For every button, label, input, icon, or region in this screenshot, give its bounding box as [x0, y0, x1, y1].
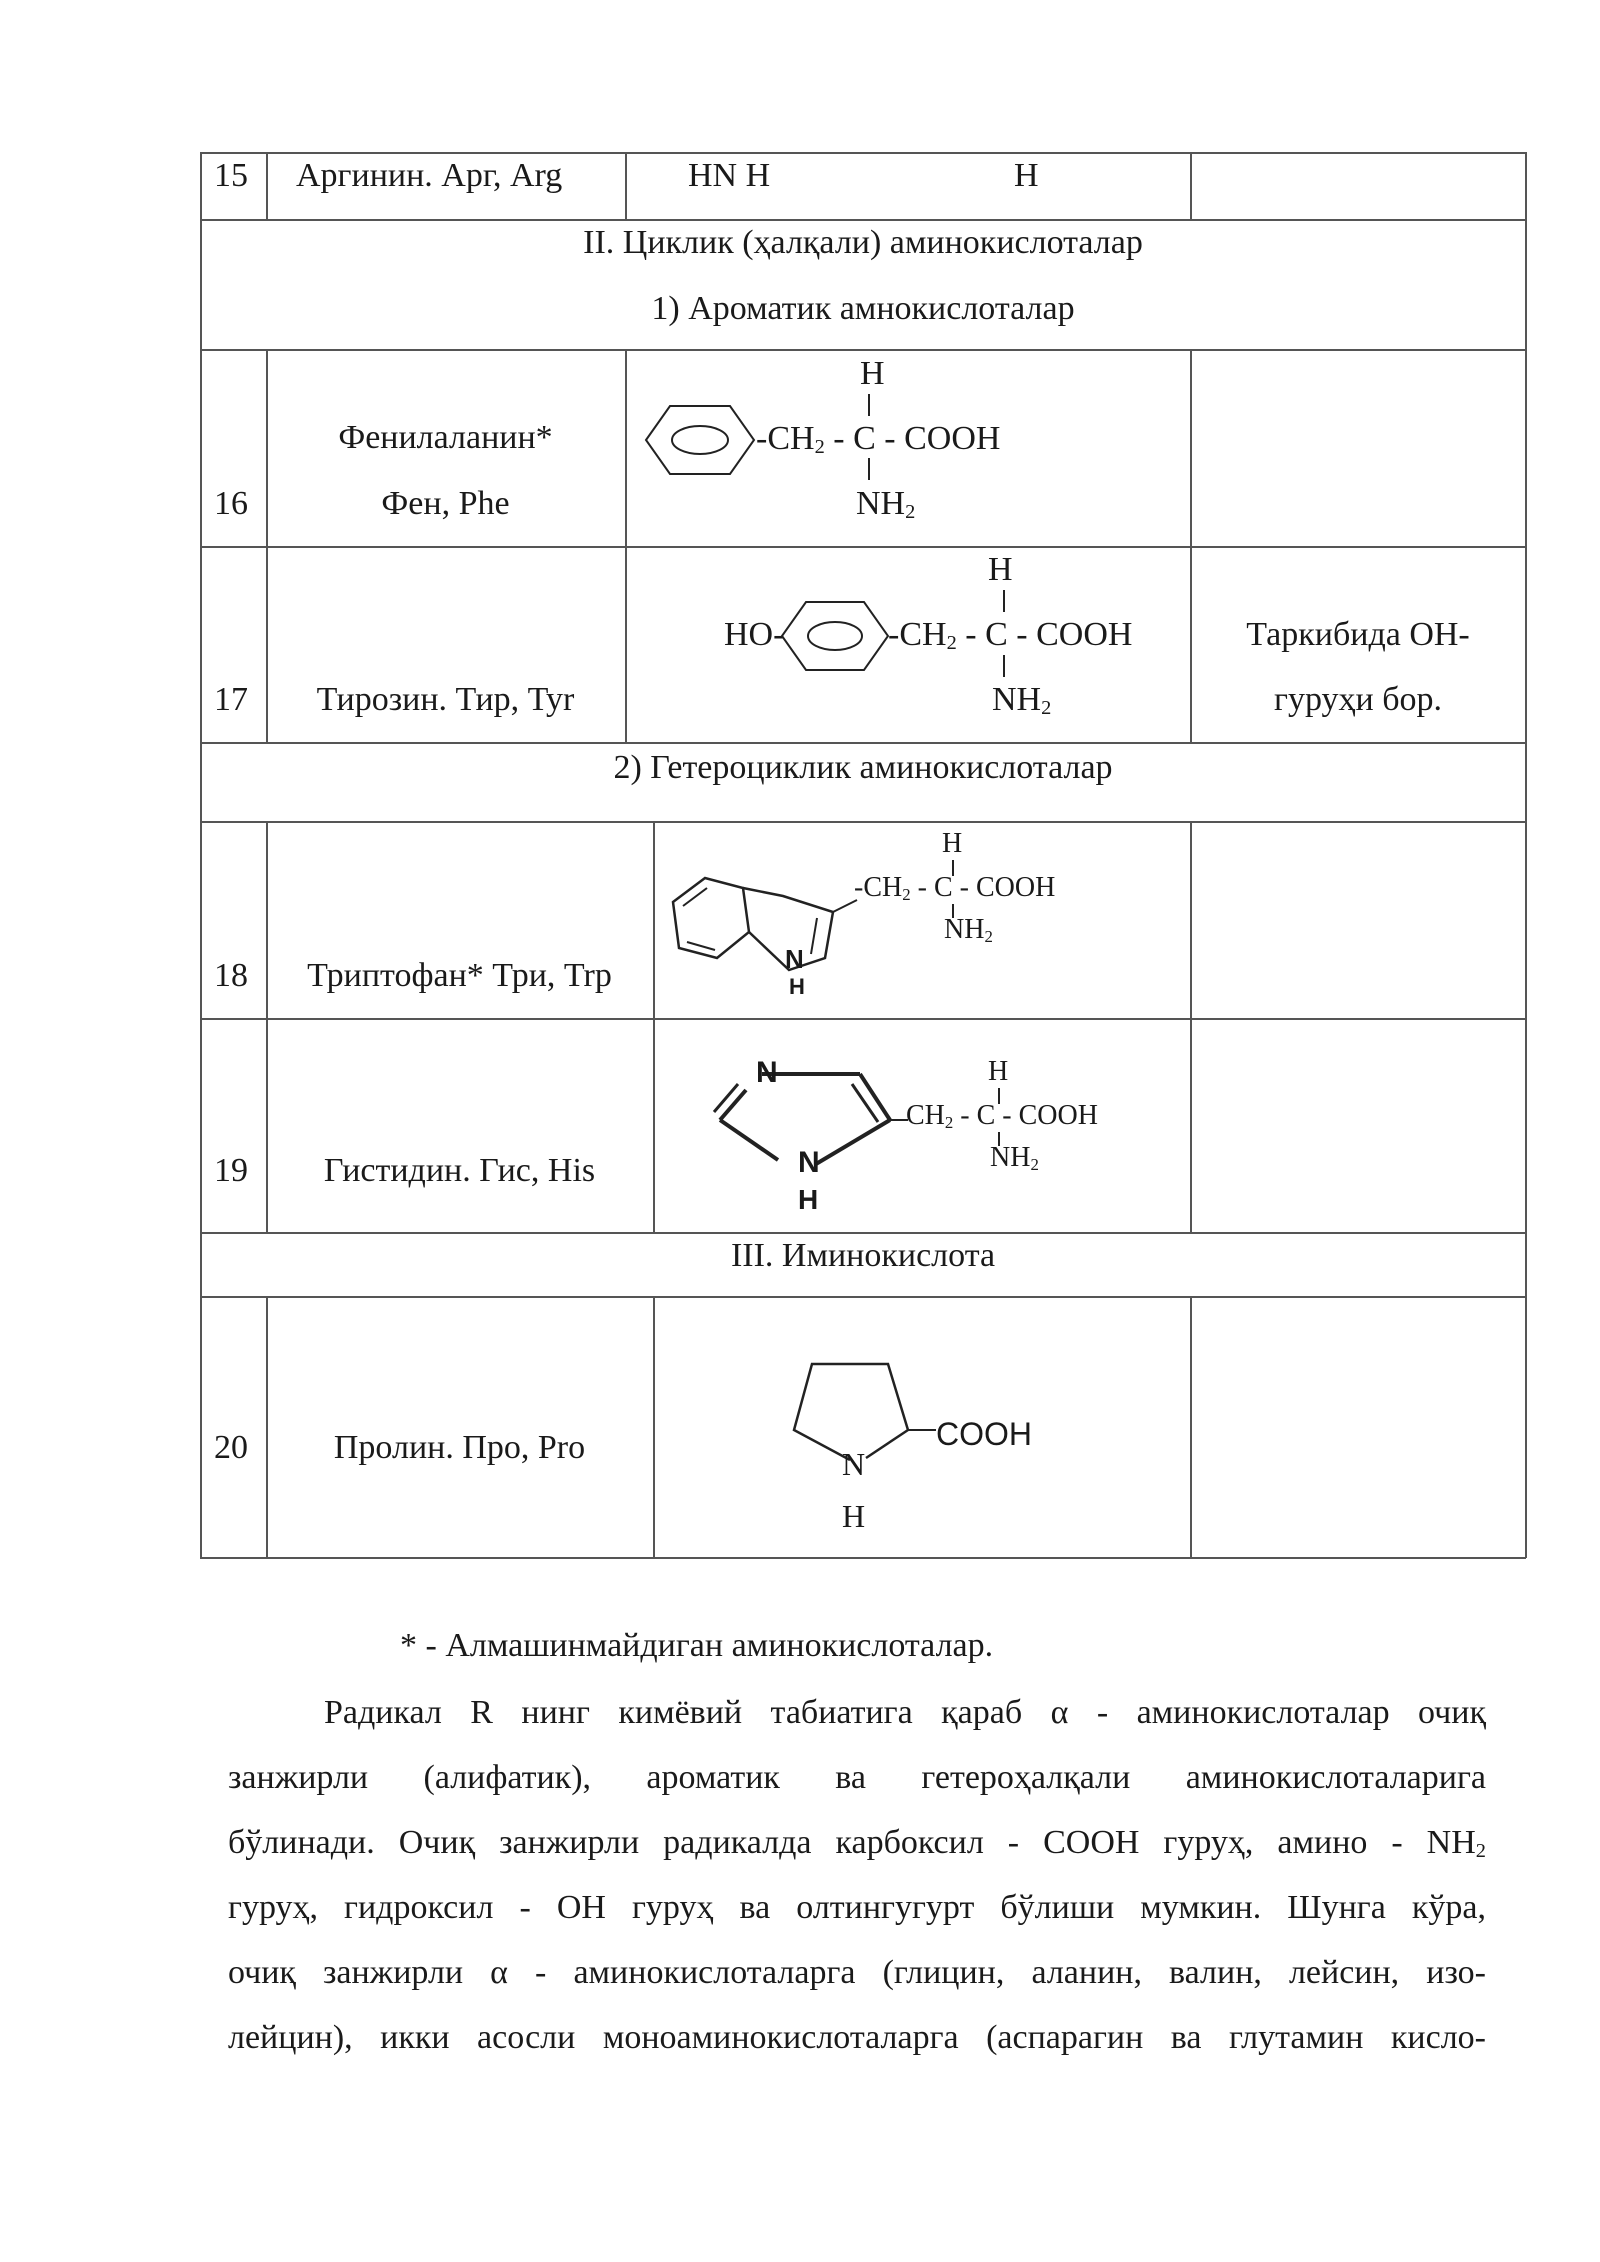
formula-h-top: H	[988, 551, 1013, 588]
ring-h: H	[789, 974, 805, 999]
section-heading: II. Циклик (ҳалқали) аминокислоталар	[583, 224, 1143, 261]
amino-acid-name: Гистидин. Гис, His	[323, 1152, 596, 1189]
amino-acid-name: Тирозин. Тир, Tyr	[316, 681, 575, 718]
formula-h-top: H	[988, 1056, 1009, 1087]
ring-n: N	[785, 944, 804, 974]
formula-ho: HO-	[724, 616, 785, 653]
row-number: 16	[214, 485, 248, 522]
indole-ring-icon	[665, 860, 865, 1005]
paragraph-line: лейцин), икки асосли моноаминокислоталарга (аспарагин ва глутамин кисло-	[228, 2019, 1486, 2056]
paragraph-line: очиқ занжирли α - аминокислоталарга (глицин, аланин, валин, лейсин, изо-	[228, 1954, 1486, 1991]
footnote: * - Алмашинмайдиган аминокислоталар.	[400, 1627, 994, 1664]
note-line2: гуруҳи бор.	[1274, 681, 1442, 718]
ring-n: N	[842, 1446, 866, 1482]
row-number: 20	[214, 1429, 248, 1466]
section-heading: III. Иминокислота	[730, 1237, 996, 1274]
row-number: 17	[214, 681, 248, 718]
ring-n-bottom: N	[798, 1146, 820, 1179]
carboxyl-group: COOH	[936, 1416, 1032, 1452]
benzene-ring-icon	[776, 596, 894, 676]
amino-acid-name: Триптофан* Три, Trp	[307, 957, 612, 994]
formula-h-top: H	[942, 828, 963, 859]
row-number: 15	[214, 157, 248, 194]
amino-acid-name: Аргинин. Арг, Arg	[296, 157, 563, 194]
amino-acid-name: Фенилаланин*	[338, 419, 553, 456]
formula-main: $CH_2$ - C - COOH	[906, 1100, 1098, 1132]
row-number: 18	[214, 957, 248, 994]
note-line1: Таркибида OH-	[1246, 616, 1470, 653]
row-number: 19	[214, 1152, 248, 1189]
ring-h: H	[842, 1498, 866, 1534]
formula-nh2: $NH_2$	[990, 1142, 1039, 1174]
formula-main: $-CH_2$ - C - COOH	[854, 872, 1056, 904]
formula-nh2: $NH_2$	[944, 914, 993, 946]
benzene-ring-icon	[640, 400, 760, 480]
paragraph-line: гуруҳ, гидроксил - OH гуруҳ ва олтингугурт бўлиши мумкин. Шунга кўра,	[228, 1889, 1486, 1926]
formula-fragment-left: HN H	[688, 157, 771, 194]
formula-main: $-CH_2$ - C - COOH	[888, 616, 1133, 654]
formula-h-top: H	[860, 355, 885, 392]
paragraph-line: бўлинади. Очиқ занжирли радикалда карбоксил - COOH гуруҳ, амино - $NH_2$	[228, 1824, 1486, 1862]
formula-nh2: $NH_2$	[856, 485, 916, 523]
amino-acid-name: Пролин. Про, Pro	[333, 1429, 586, 1466]
ring-n-top: N	[756, 1056, 778, 1089]
formula-main: $-CH_2$ - C - COOH	[756, 420, 1001, 458]
subsection-heading: 2) Гетероциклик аминокислоталар	[613, 749, 1113, 786]
amino-acid-abbrev: Фен, Phe	[381, 485, 510, 522]
paragraph-line: занжирли (алифатик), ароматик ва гетероҳалқали аминокислоталарига	[228, 1759, 1486, 1796]
formula-nh2: $NH_2$	[992, 681, 1052, 719]
subsection-heading: 1) Ароматик амнокислоталар	[651, 290, 1075, 327]
paragraph-line: Радикал R нинг кимёвий табиатига қараб α - аминокислоталар очиқ	[324, 1694, 1486, 1731]
ring-h: H	[798, 1184, 819, 1215]
formula-fragment-right: H	[1014, 157, 1039, 194]
